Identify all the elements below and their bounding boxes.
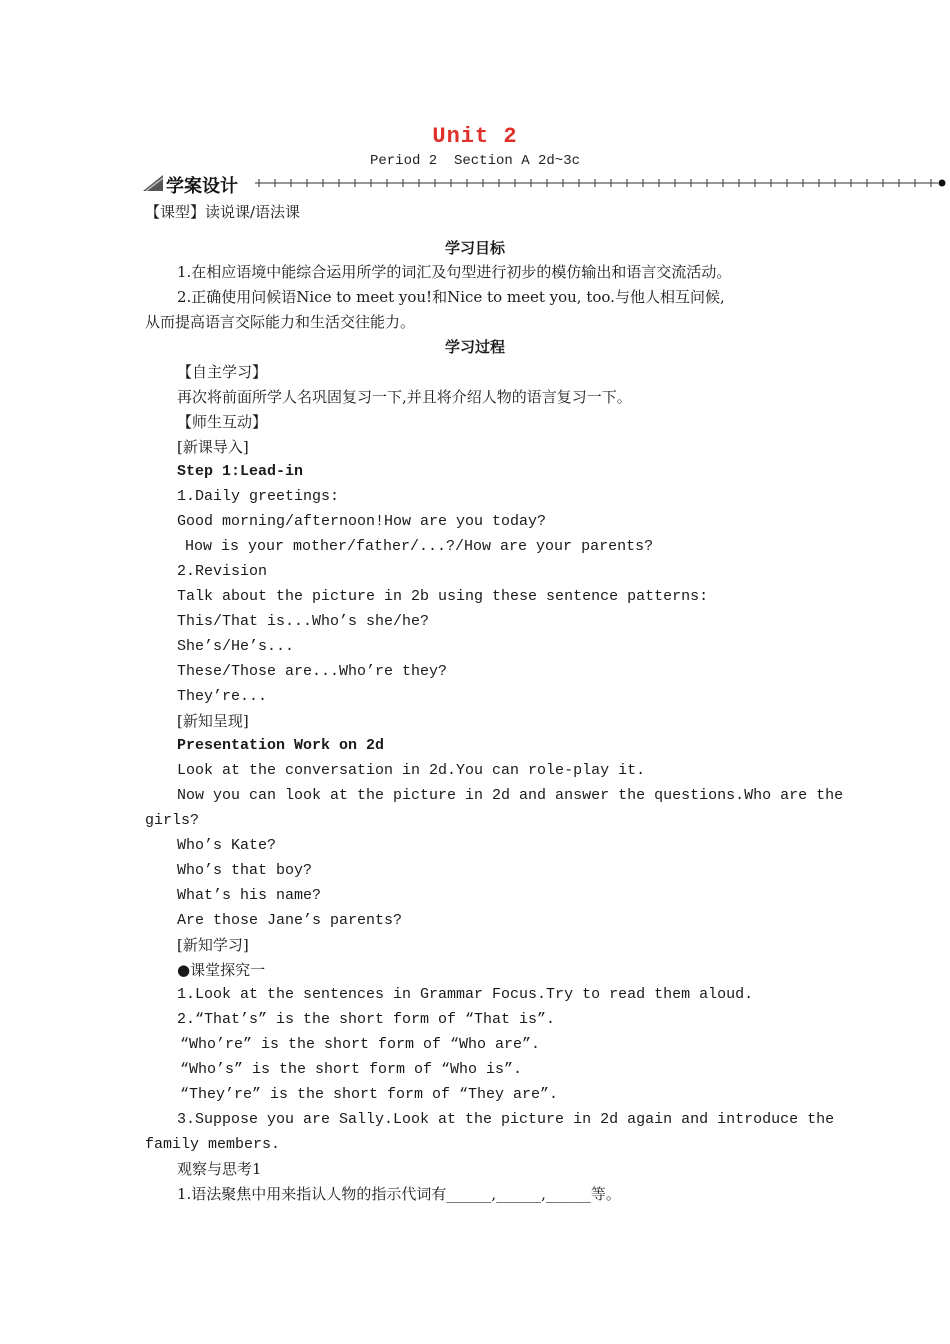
objective-item: 1.在相应语境中能综合运用所学的词汇及句型进行初步的模仿输出和语言交流活动。 xyxy=(177,263,732,281)
numbered-item: 1.Daily greetings: xyxy=(177,488,340,505)
explore-heading: ●课堂探究一 xyxy=(177,961,266,979)
question: Who’s Kate? xyxy=(177,837,277,854)
banner-label: 学案设计 xyxy=(166,176,238,197)
numbered-item: 2.Revision xyxy=(177,563,268,580)
self-study-heading: 【自主学习】 xyxy=(177,363,268,381)
process-heading: 学习过程 xyxy=(444,338,505,356)
period-subtitle: Period 2 Section A 2d~3c xyxy=(369,153,581,169)
step-heading: Step 1:Lead-in xyxy=(177,463,304,480)
section-banner xyxy=(143,172,948,197)
new-learning: [新知学习] xyxy=(177,936,249,954)
objectives-heading: 学习目标 xyxy=(444,239,505,257)
presentation-heading: Presentation Work on 2d xyxy=(177,737,385,754)
new-presentation: [新知呈现] xyxy=(177,712,249,730)
sentence-pattern: This/That is...Who’s she/he? xyxy=(177,613,430,630)
short-form-note: “Who’s” is the short form of “Who is”. xyxy=(180,1061,523,1078)
instruction-text-continued: girls? xyxy=(145,812,200,829)
example-sentence: Good morning/afternoon!How are you today? xyxy=(177,513,547,530)
pencil-triangle-icon xyxy=(143,175,163,191)
fill-in-question: 1.语法聚焦中用来指认人物的指示代词有______,______,______等。 xyxy=(177,1185,621,1203)
observe-heading: 观察与思考1 xyxy=(177,1160,262,1178)
instruction-text: Now you can look at the picture in 2d and answer the questions.Who are the xyxy=(177,787,844,804)
short-form-note: “Who’re” is the short form of “Who are”. xyxy=(180,1036,541,1053)
question: Are those Jane’s parents? xyxy=(177,912,403,929)
numbered-item: 2.“That’s” is the short form of “That is”. xyxy=(177,1011,556,1028)
question: Who’s that boy? xyxy=(177,862,313,879)
unit-title: Unit 2 xyxy=(432,124,518,149)
sentence-pattern: These/Those are...Who’re they? xyxy=(177,663,448,680)
instruction-text: Look at the conversation in 2d.You can role-play it. xyxy=(177,762,646,779)
self-study-text: 再次将前面所学人名巩固复习一下,并且将介绍人物的语言复习一下。 xyxy=(177,388,632,406)
example-sentence: How is your mother/father/...?/How are your parents? xyxy=(185,538,654,555)
sentence-pattern: They’re... xyxy=(177,688,268,705)
objective-item-continued: 从而提高语言交际能力和生活交往能力。 xyxy=(145,313,416,331)
lesson-type: 【课型】读说课/语法课 xyxy=(145,203,301,221)
objective-item: 2.正确使用问候语Nice to meet you!和Nice to meet you, too.与他人相互问候, xyxy=(177,288,725,306)
dotted-rule xyxy=(255,176,948,190)
numbered-item: 1.Look at the sentences in Grammar Focus.Try to read them aloud. xyxy=(177,986,754,1003)
sentence-pattern: She’s/He’s... xyxy=(177,638,295,655)
question: What’s his name? xyxy=(177,887,322,904)
interaction-heading: 【师生互动】 xyxy=(177,413,268,431)
numbered-item: 3.Suppose you are Sally.Look at the picture in 2d again and introduce the xyxy=(177,1111,835,1128)
new-lesson-intro: [新课导入] xyxy=(177,438,249,456)
instruction-text: Talk about the picture in 2b using these sentence patterns: xyxy=(177,588,709,605)
short-form-note: “They’re” is the short form of “They are”. xyxy=(180,1086,559,1103)
numbered-item-continued: family members. xyxy=(145,1136,281,1153)
